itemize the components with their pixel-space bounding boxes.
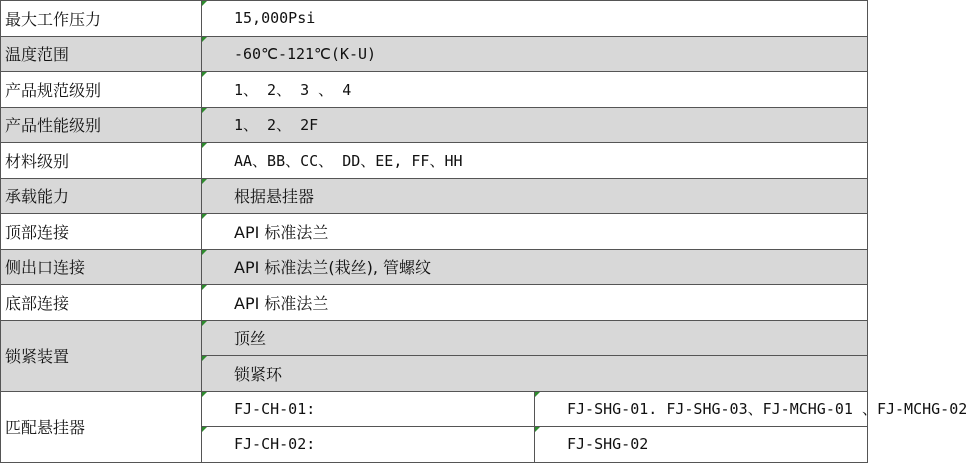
row-label: 承载能力	[1, 178, 202, 214]
locking-item: 锁紧环	[202, 356, 868, 392]
hanger-model: FJ-CH-01:	[202, 391, 535, 427]
row-value: API 标准法兰	[202, 214, 868, 250]
row-label: 产品性能级别	[1, 107, 202, 143]
row-value: 1、 2、 2F	[202, 107, 868, 143]
table-row	[1, 143, 868, 179]
row-value: AA、BB、CC、 DD、EE, FF、HH	[202, 143, 868, 179]
row-label: 产品规范级别	[1, 72, 202, 108]
row-label: 温度范围	[1, 36, 202, 72]
table-row	[1, 36, 868, 72]
row-value: API 标准法兰	[202, 285, 868, 321]
table-row	[1, 320, 868, 356]
row-value: 1、 2、 3 、 4	[202, 72, 868, 108]
table-row	[1, 178, 868, 214]
table-row	[1, 249, 868, 285]
table-row	[1, 72, 868, 108]
row-value: 15,000Psi	[202, 1, 868, 37]
row-value: API 标准法兰(栽丝), 管螺纹	[202, 249, 868, 285]
table-row	[1, 1, 868, 37]
row-label: 最大工作压力	[1, 1, 202, 37]
row-value: -60℃-121℃(K-U)	[202, 36, 868, 72]
hanger-model: FJ-CH-02:	[202, 427, 535, 463]
table-row	[1, 214, 868, 250]
table-row	[1, 285, 868, 321]
locking-item: 顶丝	[202, 320, 868, 356]
hanger-value: FJ-SHG-01. FJ-SHG-03、FJ-MCHG-01 、FJ-MCHG-02	[535, 391, 868, 427]
locking-label: 锁紧装置	[1, 320, 202, 391]
row-label: 顶部连接	[1, 214, 202, 250]
table-row	[1, 107, 868, 143]
row-label: 材料级别	[1, 143, 202, 179]
row-label: 底部连接	[1, 285, 202, 321]
row-label: 侧出口连接	[1, 249, 202, 285]
row-value: 根据悬挂器	[202, 178, 868, 214]
matching-label: 匹配悬挂器	[1, 391, 202, 462]
table-row	[1, 391, 868, 427]
hanger-value: FJ-SHG-02	[535, 427, 868, 463]
